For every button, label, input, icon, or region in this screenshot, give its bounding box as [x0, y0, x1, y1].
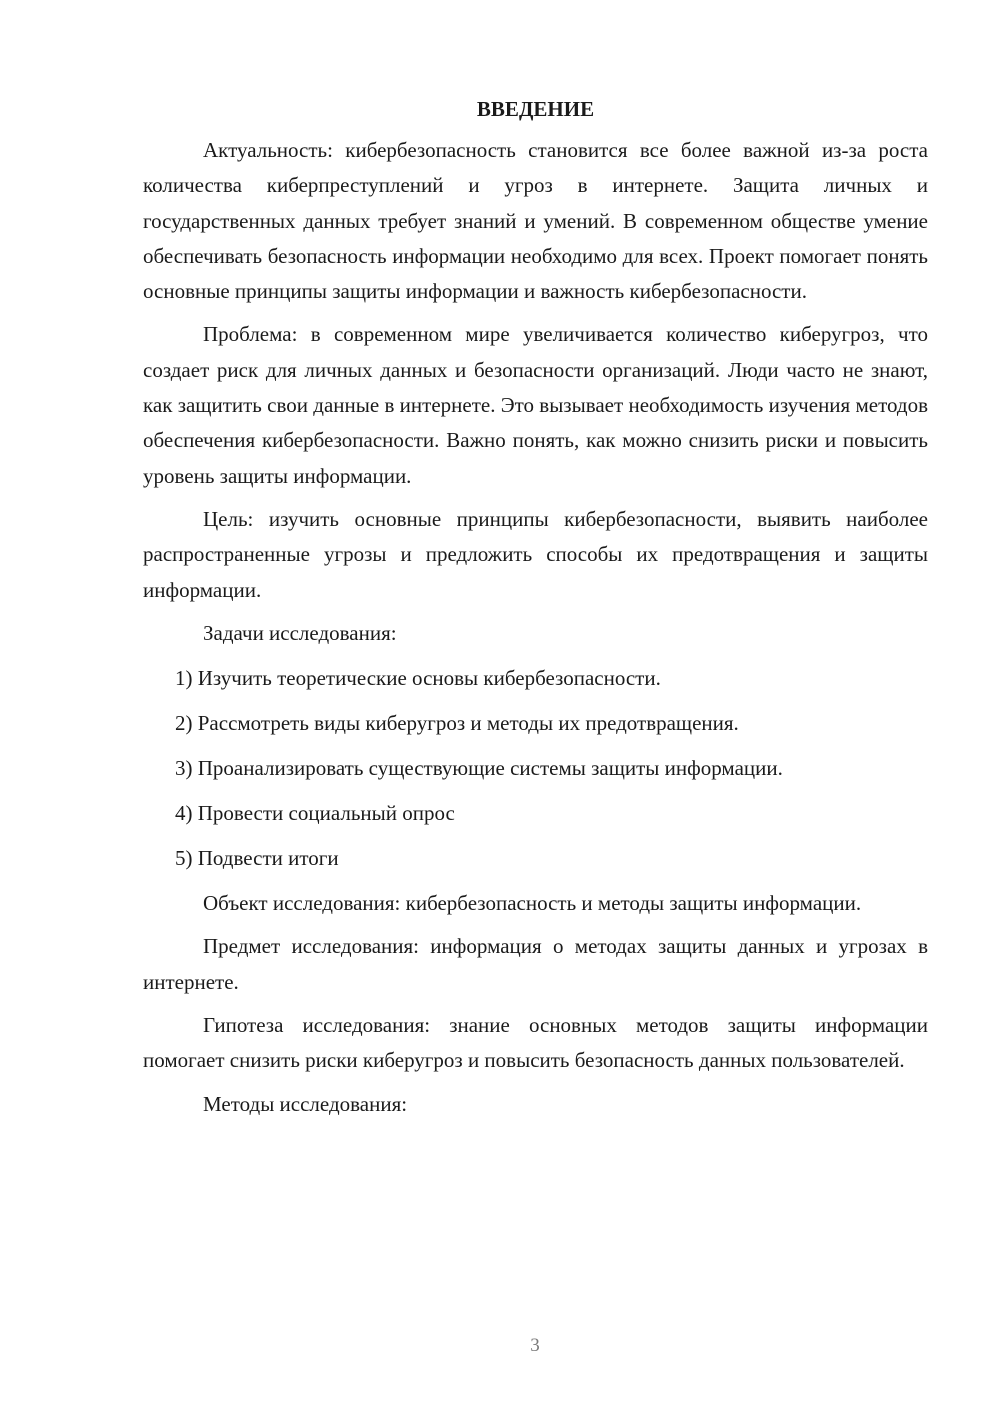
list-item: 4) Провести социальный опрос: [175, 801, 455, 826]
paragraph-relevance: Актуальность: кибербезопасность становится все более важной из-за роста количества киберпреступлений и угроз в интернете. Защита личных и государственных данных требует знаний и умений. В современном обществе умение обеспечивать безопасность информации необходимо для всех. Проект помогает понять основные принципы защиты информации и важность кибербезопасности.: [143, 138, 928, 304]
page-number: 3: [530, 1335, 540, 1356]
paragraph-problem: Проблема: в современном мире увеличивается количество киберугроз, что создает риск для личных данных и безопасности организаций. Люди часто не знают, как защитить свои данные в интернете. Это вызывает необходимость изучения методов обеспечения кибербезопасности. Важно понять, как можно снизить риски и повысить уровень защиты информации.: [143, 322, 928, 488]
paragraph-object: Объект исследования: кибербезопасность и методы защиты информации.: [203, 891, 862, 916]
tasks-list: [143, 661, 928, 876]
page-title: ВВЕДЕНИЕ: [476, 97, 595, 121]
tasks-heading: Задачи исследования:: [203, 620, 397, 645]
paragraph-hypothesis: Гипотеза исследования: знание основных методов защиты информации помогает снизить риски киберугроз и повысить безопасность данных пользователей.: [143, 1013, 928, 1073]
paragraph-subject: Предмет исследования: информация о методах защиты данных и угрозах в интернете.: [143, 934, 928, 994]
paragraph-goal: Цель: изучить основные принципы кибербезопасности, выявить наиболее распространенные угрозы и предложить способы их предотвращения и защиты информации.: [143, 506, 928, 602]
list-item: 2) Рассмотреть виды киберугроз и методы их предотвращения.: [175, 711, 739, 736]
list-item: 5) Подвести итоги: [175, 846, 339, 871]
list-item: 1) Изучить теоретические основы кибербезопасности.: [175, 666, 661, 691]
list-item: 3) Проанализировать существующие системы защиты информации.: [175, 756, 783, 781]
document-page: [143, 92, 928, 1132]
methods-heading: Методы исследования:: [203, 1091, 408, 1116]
